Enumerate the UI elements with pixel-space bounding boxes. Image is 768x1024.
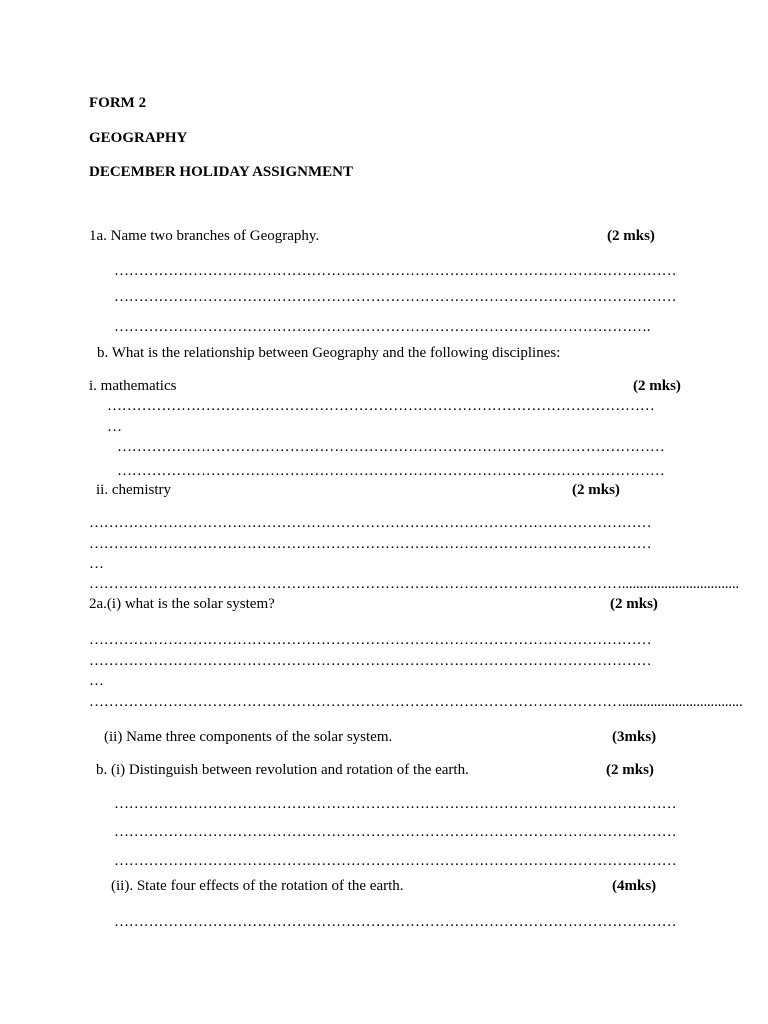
form-label: FORM 2 [89,95,147,111]
answer-line[interactable]: …………………………………………………………………………………………………… [114,853,677,869]
question-1b-ii-marks: (2 mks) [572,482,620,498]
answer-line-wrap: … [89,556,104,572]
question-2b-ii: (ii). State four effects of the rotation of the earth. [111,878,404,894]
subject-title: GEOGRAPHY [89,130,188,146]
assignment-title: DECEMBER HOLIDAY ASSIGNMENT [89,164,353,180]
question-2a-ii-marks: (3mks) [612,729,657,745]
question-1a-marks: (2 mks) [607,228,655,244]
question-2a-i: 2a.(i) what is the solar system? [89,596,275,612]
answer-line-wrap: … [89,673,104,689]
answer-line[interactable]: ………………………………………………………………………………………………… [117,439,665,455]
question-2a-ii: (ii) Name three components of the solar system. [104,729,393,745]
question-2b-i-marks: (2 mks) [606,762,654,778]
question-2a-i-marks: (2 mks) [610,596,658,612]
answer-line[interactable]: …………………………………………………………………………………………………… [89,536,652,552]
answer-line[interactable]: …………………………………………………………………………………………………… [114,289,677,305]
question-1b-i: i. mathematics [89,378,177,394]
answer-line[interactable]: ………………………………………………………………………………………………… [117,463,665,479]
question-2b-i: b. (i) Distinguish between revolution and rotation of the earth. [96,762,469,778]
answer-line[interactable]: …………………………………………………………………………………………………… [114,914,677,930]
answer-line[interactable]: ………………………………………………………………………………………………… [107,398,655,414]
answer-line[interactable]: …………………………………………………………………………………………………… [114,824,677,840]
answer-line-wrap: … [107,419,122,435]
question-2b-ii-marks: (4mks) [612,878,657,894]
answer-line[interactable]: …………………………………………………………………………………………………… [114,263,677,279]
question-1b-ii: ii. chemistry [96,482,171,498]
answer-line[interactable]: …………………………………………………………………………………………………… [89,632,652,648]
answer-line[interactable]: …………………………………………………………………………………………………… [114,796,677,812]
question-1b: b. What is the relationship between Geography and the following disciplines: [97,345,561,361]
answer-line[interactable]: ……………………………………………………………………………………………….................................. [89,694,743,710]
answer-line[interactable]: ………………………………………………………………………………………………................................. [89,576,739,592]
answer-line[interactable]: …………………………………………………………………………………………………… [89,515,652,531]
answer-line[interactable]: ………………………………………………………………………………………………. [114,319,651,335]
answer-line[interactable]: …………………………………………………………………………………………………… [89,653,652,669]
question-1a: 1a. Name two branches of Geography. [89,228,320,244]
question-1b-i-marks: (2 mks) [633,378,681,394]
